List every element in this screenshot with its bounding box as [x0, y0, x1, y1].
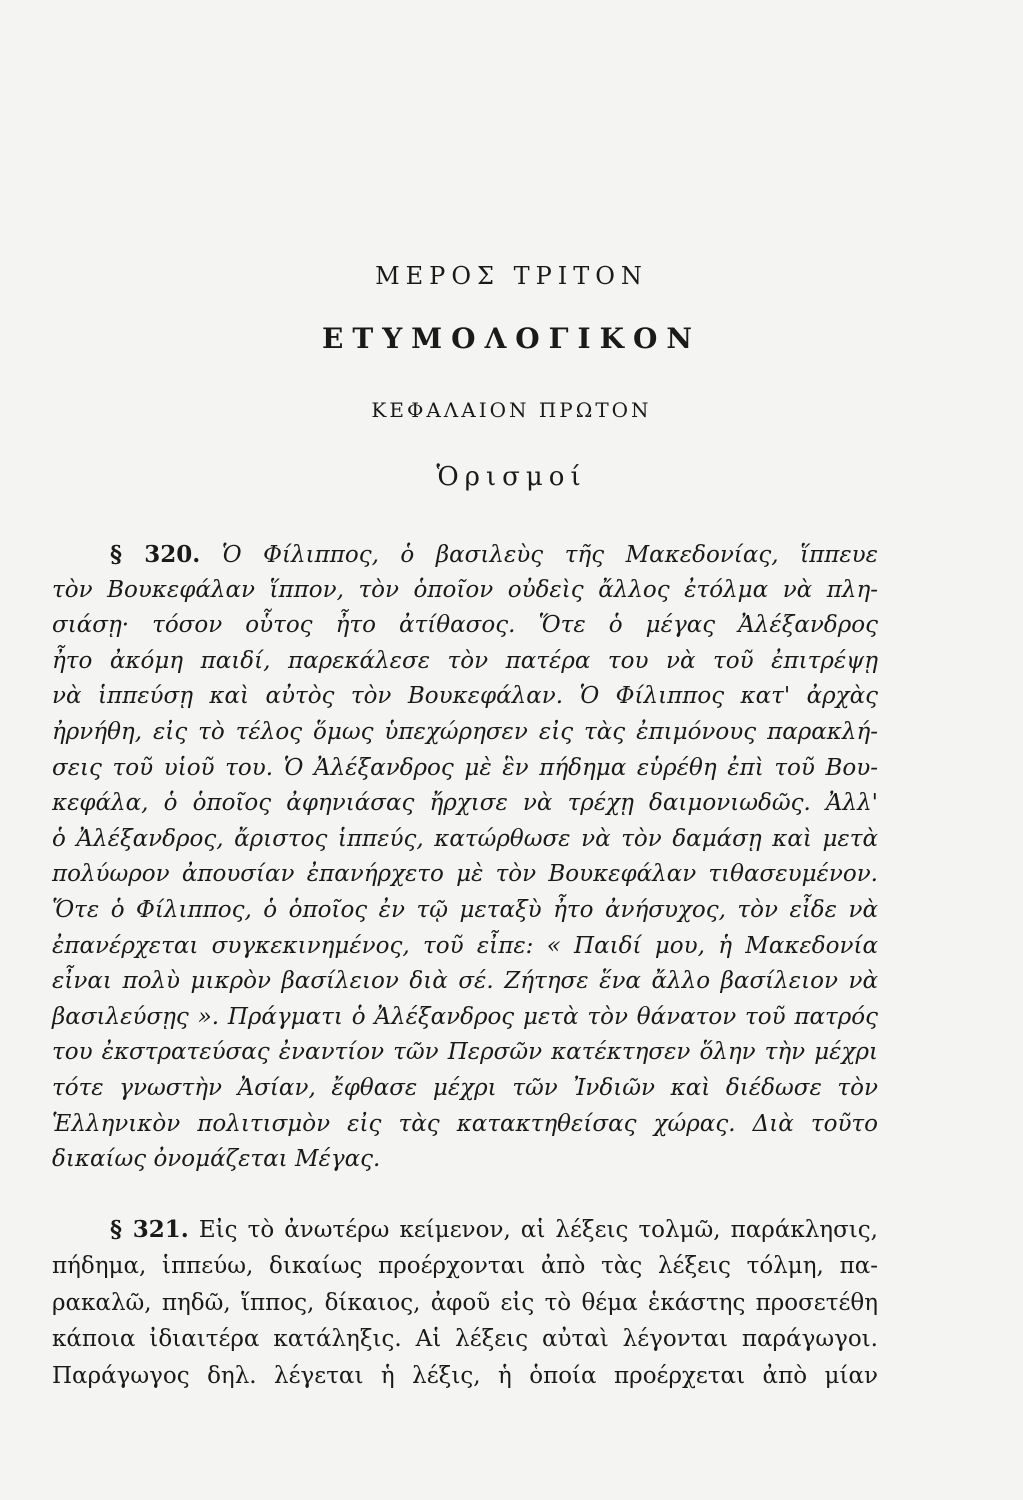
paragraph-line: δικαίως ὀνομάζεται Μέγας.	[52, 1146, 381, 1173]
paragraph-line: βασιλεύσῃς ». Πράγματι ὁ Ἀλέξανδρος μετὰ τὸν θάνατον τοῦ πατρός	[52, 1003, 878, 1030]
paragraph-line	[52, 537, 878, 573]
paragraph-line: τὸν Βουκεφάλαν ἵππον, τὸν ὁποῖον οὐδεὶς ἄλλος ἐτόλμα νὰ πλη-	[52, 576, 878, 603]
line-text: Ὁ Φίλιππος, ὁ βασιλεὺς τῆς Μακεδονίας, ἵππευε	[221, 542, 879, 568]
part-heading: ΜΕΡΟΣ ΤΡΙΤΟΝ	[375, 262, 648, 290]
paragraph-line: εἶναι πολὺ μικρὸν βασίλειον διὰ σέ. Ζήτησε ἕνα ἄλλο βασίλειον νὰ	[52, 968, 878, 995]
paragraph-line: ἠρνήθη, εἰς τὸ τέλος ὅμως ὑπεχώρησεν εἰς τὰς ἐπιμόνους παρακλή-	[52, 718, 878, 745]
paragraph-number: § 321.	[110, 1216, 189, 1243]
paragraph-line	[52, 1212, 878, 1248]
paragraph-line: ἐπανέρχεται συγκεκινημένος, τοῦ εἶπε: « Παιδί μου, ἡ Μακεδονία	[52, 932, 878, 959]
paragraph-line: κεφάλα, ὁ ὁποῖος ἀφηνιάσας ἤρχισε νὰ τρέχῃ δαιμονιωδῶς. Ἀλλ'	[52, 790, 878, 817]
paragraph-line: πήδημα, ἱππεύω, δικαίως προέρχονται ἀπὸ τὰς λέξεις τόλμη, πα-	[52, 1253, 878, 1280]
paragraph-320	[52, 537, 878, 1178]
paragraph-line: σιάσῃ· τόσον οὗτος ἦτο ἀτίθασος. Ὅτε ὁ μέγας Ἀλέξανδρος	[52, 612, 878, 639]
book-heading: ΕΤΥΜΟΛΟΓΙΚΟΝ	[322, 322, 701, 355]
paragraph-line: ρακαλῶ, πηδῶ, ἵππος, δίκαιος, ἀφοῦ εἰς τὸ θέμα ἑκάστης προσετέθη	[52, 1289, 878, 1316]
paragraph-line: σεις τοῦ υἱοῦ του. Ὁ Ἀλέξανδρος μὲ ἓν πήδημα εὑρέθη ἐπὶ τοῦ Βου-	[52, 754, 878, 781]
paragraph-number: § 320.	[110, 541, 201, 568]
paragraph-line: κάποια ἰδιαιτέρα κατάληξις. Αἱ λέξεις αὐταὶ λέγονται παράγωγοι.	[52, 1326, 878, 1353]
paragraph-line: πολύωρον ἀπουσίαν ἐπανήρχετο μὲ τὸν Βουκεφάλαν τιθασευμένον.	[52, 861, 878, 888]
paragraph-321	[52, 1212, 878, 1394]
paragraph-line: του ἐκστρατεύσας ἐναντίον τῶν Περσῶν κατέκτησεν ὅλην τὴν μέχρι	[52, 1039, 878, 1066]
line-text: Εἰς τὸ ἀνωτέρω κείμενον, αἱ λέξεις τολμῶ, παράκλησις,	[198, 1217, 878, 1243]
section-heading: Ὁρισμοί	[436, 462, 587, 492]
paragraph-line: ἦτο ἀκόμη παιδί, παρεκάλεσε τὸν πατέρα του νὰ τοῦ ἐπιτρέψῃ	[52, 647, 878, 674]
paragraph-line: Ἑλληνικὸν πολιτισμὸν εἰς τὰς κατακτηθείσας χώρας. Διὰ τοῦτο	[52, 1110, 878, 1137]
paragraph-line: Ὅτε ὁ Φίλιππος, ὁ ὁποῖος ἐν τῷ μεταξὺ ἦτο ἀνήσυχος, τὸν εἶδε νὰ	[52, 896, 878, 923]
paragraph-line: νὰ ἱππεύσῃ καὶ αὐτὸς τὸν Βουκεφάλαν. Ὁ Φίλιππος κατ' ἀρχὰς	[52, 683, 878, 710]
paragraph-line: ὁ Ἀλέξανδρος, ἄριστος ἱππεύς, κατώρθωσε νὰ τὸν δαμάσῃ καὶ μετὰ	[52, 825, 878, 852]
paragraph-line: τότε γνωστὴν Ἀσίαν, ἔφθασε μέχρι τῶν Ἰνδιῶν καὶ διέδωσε τὸν	[52, 1074, 878, 1101]
chapter-heading: ΚΕΦΑΛΑΙΟΝ ΠΡΩΤΟΝ	[371, 398, 652, 422]
paragraph-line: Παράγωγος δηλ. λέγεται ἡ λέξις, ἡ ὁποία προέρχεται ἀπὸ μίαν	[52, 1362, 878, 1389]
